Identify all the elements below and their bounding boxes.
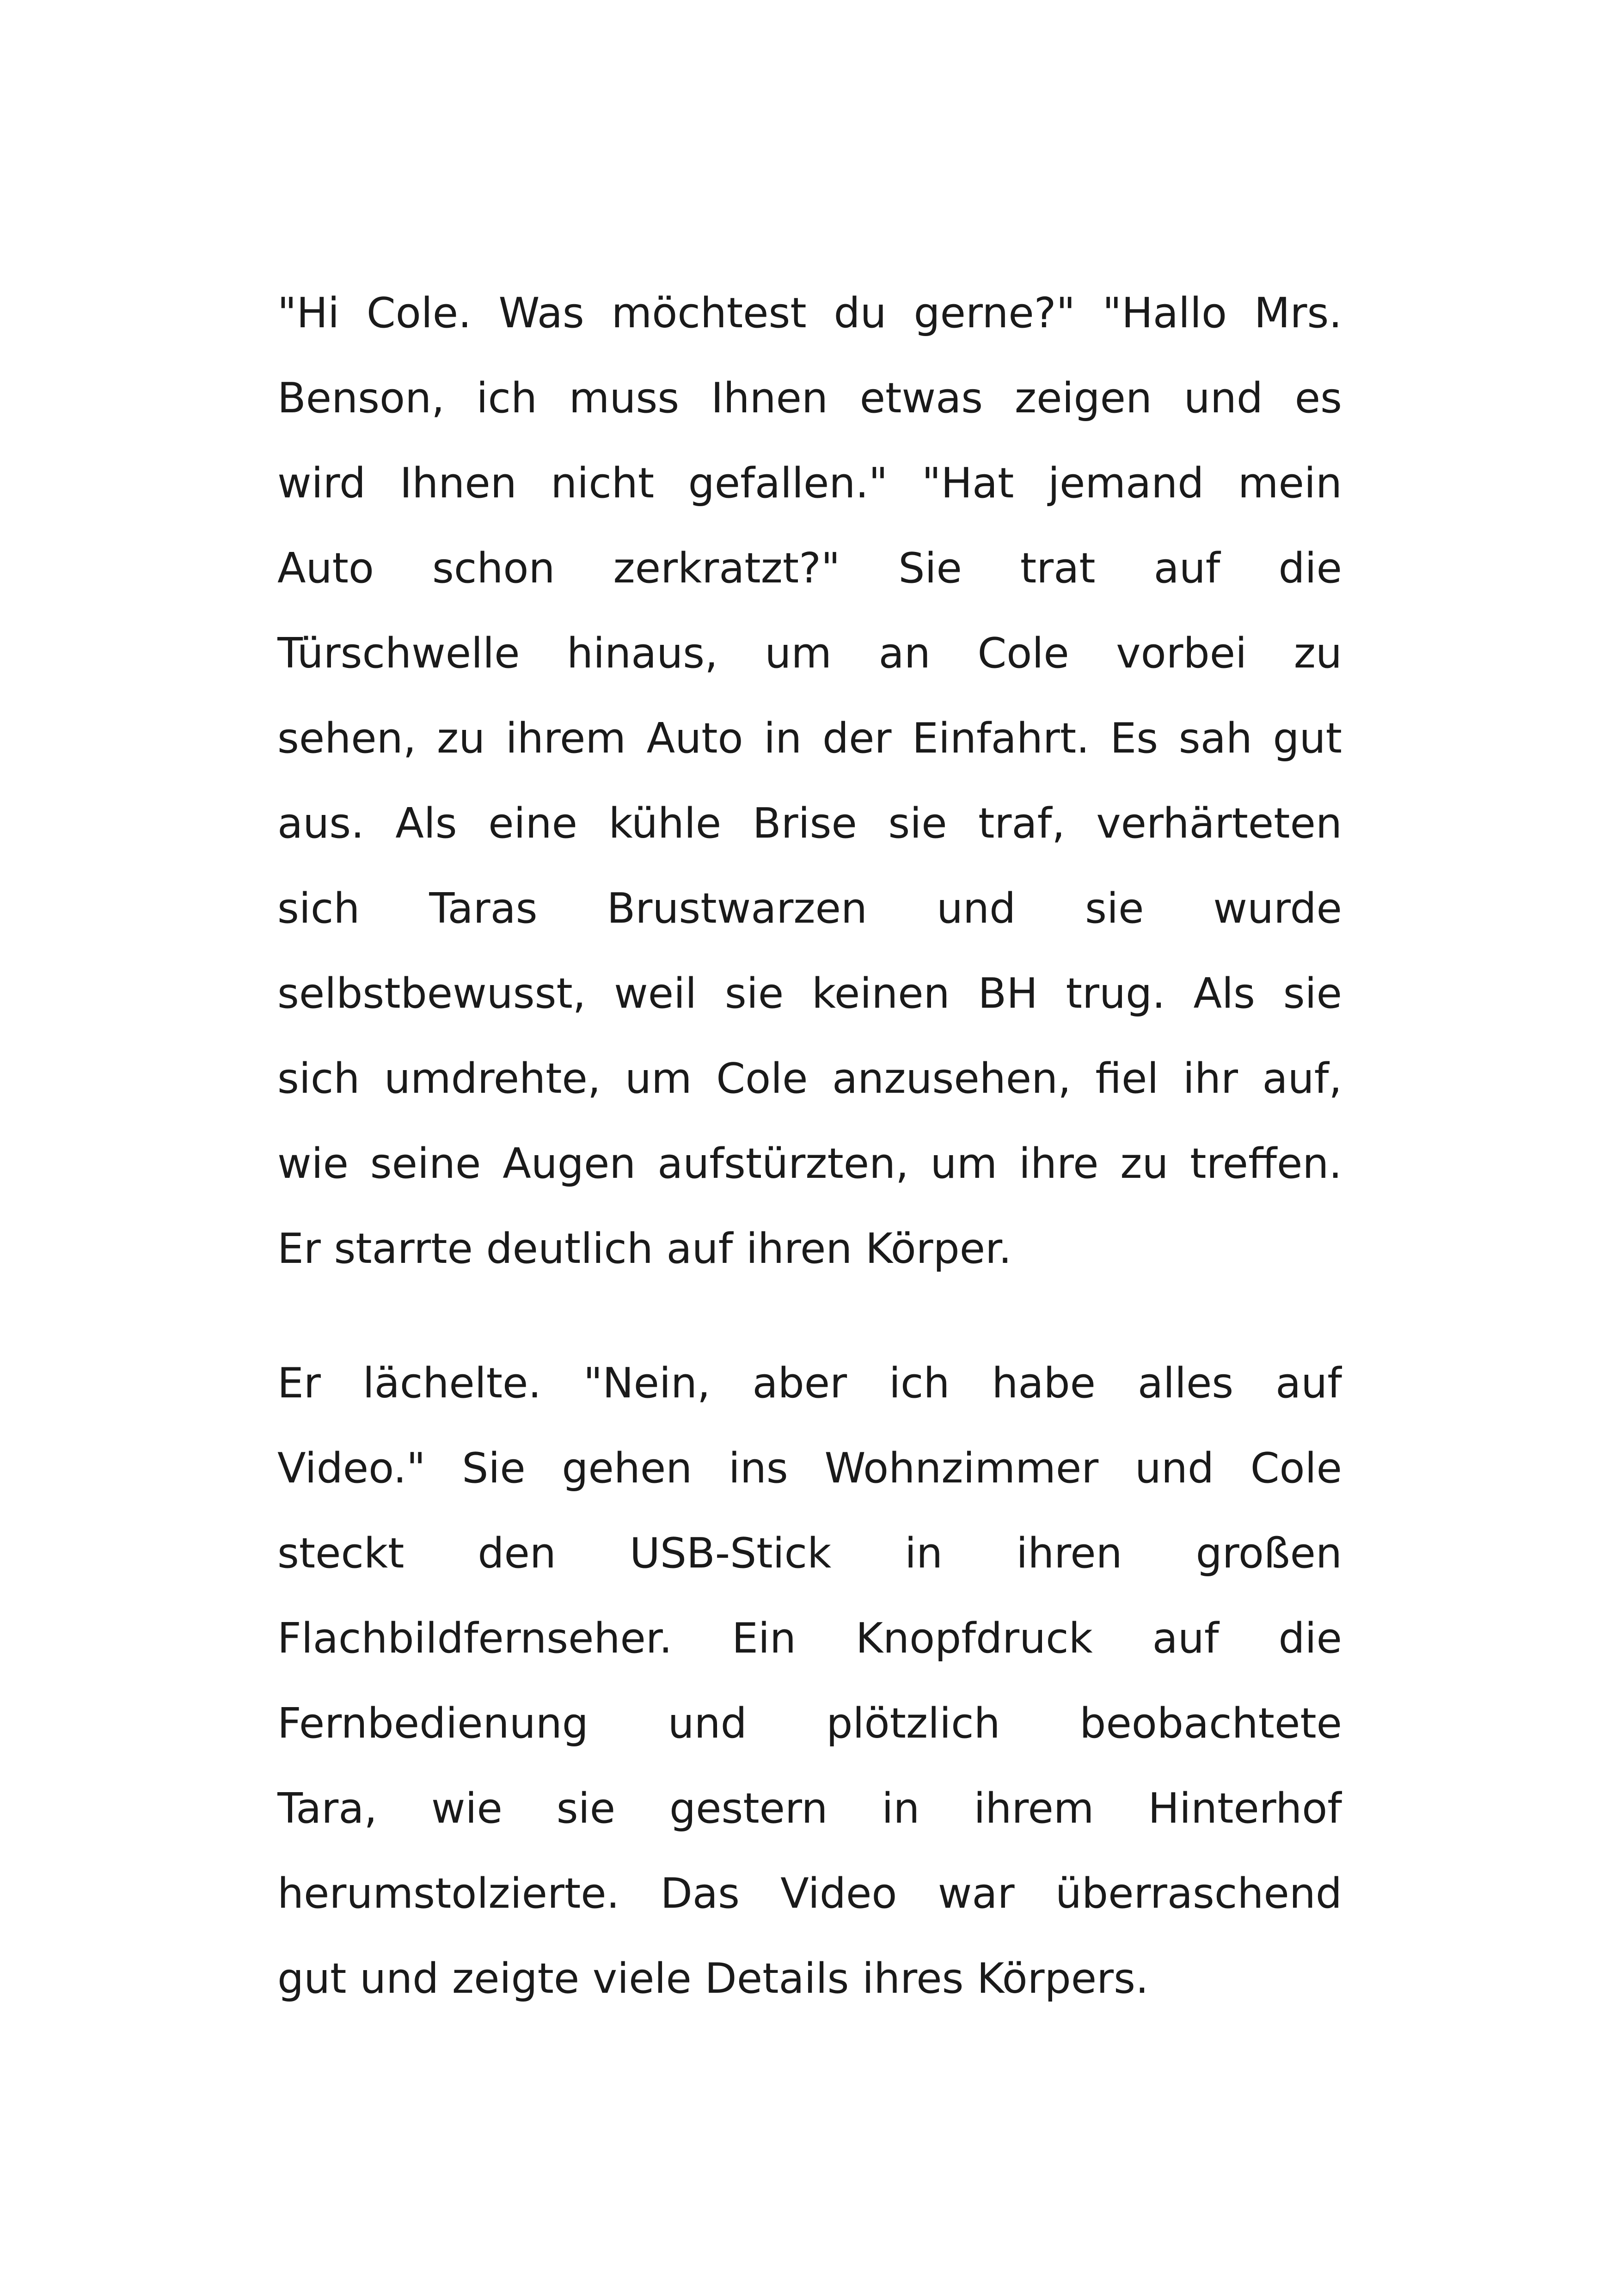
text-line: sich umdrehte, um Cole anzusehen, fiel ihr auf, [277,1054,1342,1103]
text-line: sehen, zu ihrem Auto in der Einfahrt. Es sah gut [277,714,1342,763]
text-line: wird Ihnen nicht gefallen." "Hat jemand mein [277,459,1342,508]
text-line: "Hi Cole. Was möchtest du gerne?" "Hallo Mrs. [277,289,1342,337]
text-line: steckt den USB-Stick in ihren großen [277,1529,1342,1578]
text-line: wie seine Augen aufstürzten, um ihre zu treffen. [277,1139,1342,1188]
text-line: Benson, ich muss Ihnen etwas zeigen und es [277,374,1342,422]
text-line: Er lächelte. "Nein, aber ich habe alles auf [277,1359,1342,1408]
text-line: gut und zeigte viele Details ihres Körpers. [277,1954,1149,2003]
text-line: sich Taras Brustwarzen und sie wurde [277,884,1342,933]
text-line: Er starrte deutlich auf ihren Körper. [277,1225,1012,1273]
text-line: Auto schon zerkratzt?" Sie trat auf die [277,544,1342,593]
text-line: Fernbedienung und plötzlich beobachtete [277,1699,1342,1748]
paragraph-1 [277,271,1342,1292]
text-line: aus. Als eine kühle Brise sie traf, verhärteten [277,799,1342,848]
text-line: Flachbildfernseher. Ein Knopfdruck auf die [277,1614,1342,1663]
text-line: Tara, wie sie gestern in ihrem Hinterhof [277,1784,1342,1833]
text-line: Video." Sie gehen ins Wohnzimmer und Cole [277,1444,1342,1493]
text-line: herumstolzierte. Das Video war überraschend [277,1869,1342,1918]
text-line: Türschwelle hinaus, um an Cole vorbei zu [277,629,1342,678]
text-line: selbstbewusst, weil sie keinen BH trug. Als sie [277,969,1342,1018]
paragraph-2 [277,1341,1342,2021]
